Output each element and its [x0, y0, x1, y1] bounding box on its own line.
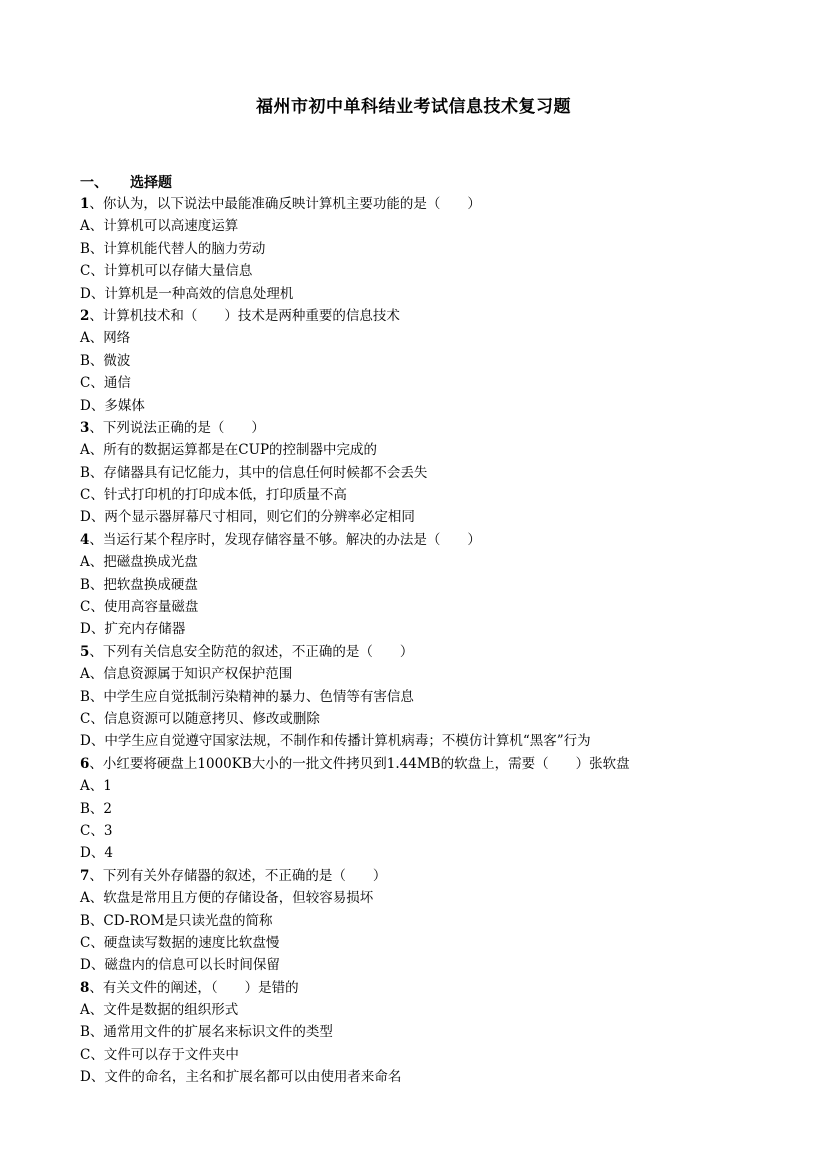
- answer-option: A、网络: [80, 330, 131, 347]
- answer-option: B、CD-ROM是只读光盘的简称: [80, 912, 273, 929]
- answer-option: A、把磁盘换成光盘: [80, 554, 198, 571]
- answer-option: C、使用高容量磁盘: [80, 599, 199, 616]
- section-label: 选择题: [130, 175, 172, 191]
- answer-option: C、硬盘读写数据的速度比软盘慢: [80, 934, 280, 951]
- question-number: 7: [80, 867, 90, 884]
- question-text: 、下列说法正确的是（ ）: [89, 419, 265, 436]
- question-number: 3: [80, 419, 90, 436]
- question-text: 、小红要将硬盘上1000KB大小的一批文件拷贝到1.44MB的软盘上，需要（ ）张软盘: [89, 755, 630, 772]
- question-text: 、下列有关信息安全防范的叙述，不正确的是（ ）: [89, 643, 414, 660]
- answer-option: C、文件可以存于文件夹中: [80, 1046, 239, 1063]
- answer-option: B、微波: [80, 352, 131, 369]
- answer-option: C、计算机可以存储大量信息: [80, 263, 253, 280]
- answer-option: C、3: [80, 822, 113, 839]
- section-heading: [80, 172, 172, 192]
- answer-option: A、所有的数据运算都是在CUP的控制器中完成的: [80, 442, 378, 459]
- question-stem: [80, 417, 800, 439]
- question-number: 5: [80, 643, 90, 660]
- question-stem: [80, 753, 800, 775]
- answer-option: D、多媒体: [80, 397, 145, 414]
- answer-option: B、存储器具有记忆能力，其中的信息任何时候都不会丢失: [80, 464, 428, 481]
- question-text: 、你认为，以下说法中最能准确反映计算机主要功能的是（ ）: [89, 196, 481, 212]
- question-number: 2: [80, 307, 90, 324]
- question-number: 1: [80, 196, 90, 212]
- answer-option: D、扩充内存储器: [80, 621, 186, 638]
- page-title: 福州市初中单科结业考试信息技术复习题: [256, 97, 571, 117]
- question-text: 、当运行某个程序时，发现存储容量不够。解决的办法是（ ）: [89, 531, 481, 548]
- answer-option: C、信息资源可以随意拷贝、修改或删除: [80, 710, 320, 727]
- answer-option: C、针式打印机的打印成本低，打印质量不高: [80, 487, 347, 504]
- answer-option: D、两个显示器屏幕尺寸相同，则它们的分辨率必定相同: [80, 509, 415, 526]
- question-stem: [80, 641, 800, 663]
- question-stem: [80, 977, 800, 999]
- question-stem: [80, 305, 800, 327]
- answer-option: C、通信: [80, 375, 131, 392]
- answer-option: B、把软盘换成硬盘: [80, 576, 198, 593]
- answer-option: A、软盘是常用且方便的存储设备，但较容易损坏: [80, 890, 374, 907]
- question-number: 8: [80, 979, 90, 996]
- question-text: 、有关文件的阐述，（ ）是错的: [89, 979, 299, 996]
- question-text: 、计算机技术和（ ）技术是两种重要的信息技术: [89, 307, 400, 324]
- question-number: 4: [80, 531, 90, 548]
- answer-option: A、1: [80, 778, 112, 795]
- answer-option: A、计算机可以高速度运算: [80, 218, 239, 235]
- answer-option: B、计算机能代替人的脑力劳动: [80, 240, 266, 257]
- answer-option: D、4: [80, 845, 113, 862]
- question-text: 、下列有关外存储器的叙述，不正确的是（ ）: [89, 867, 387, 884]
- question-list: [80, 193, 800, 1089]
- question-stem: [80, 193, 800, 215]
- answer-option: B、2: [80, 800, 113, 817]
- answer-option: A、文件是数据的组织形式: [80, 1002, 239, 1019]
- answer-option: D、磁盘内的信息可以长时间保留: [80, 957, 280, 974]
- answer-option: D、文件的命名，主名和扩展名都可以由使用者来命名: [80, 1069, 402, 1086]
- answer-option: A、信息资源属于知识产权保护范围: [80, 666, 293, 683]
- question-stem: [80, 529, 800, 551]
- question-number: 6: [80, 755, 90, 772]
- answer-option: D、计算机是一种高效的信息处理机: [80, 285, 294, 302]
- answer-option: B、中学生应自觉抵制污染精神的暴力、色情等有害信息: [80, 688, 414, 705]
- answer-option: D、中学生应自觉遵守国家法规，不制作和传播计算机病毒；不模仿计算机“黑客”行为: [80, 733, 591, 750]
- section-number: 一、: [80, 175, 108, 191]
- answer-option: B、通常用文件的扩展名来标识文件的类型: [80, 1024, 333, 1041]
- question-stem: [80, 865, 800, 887]
